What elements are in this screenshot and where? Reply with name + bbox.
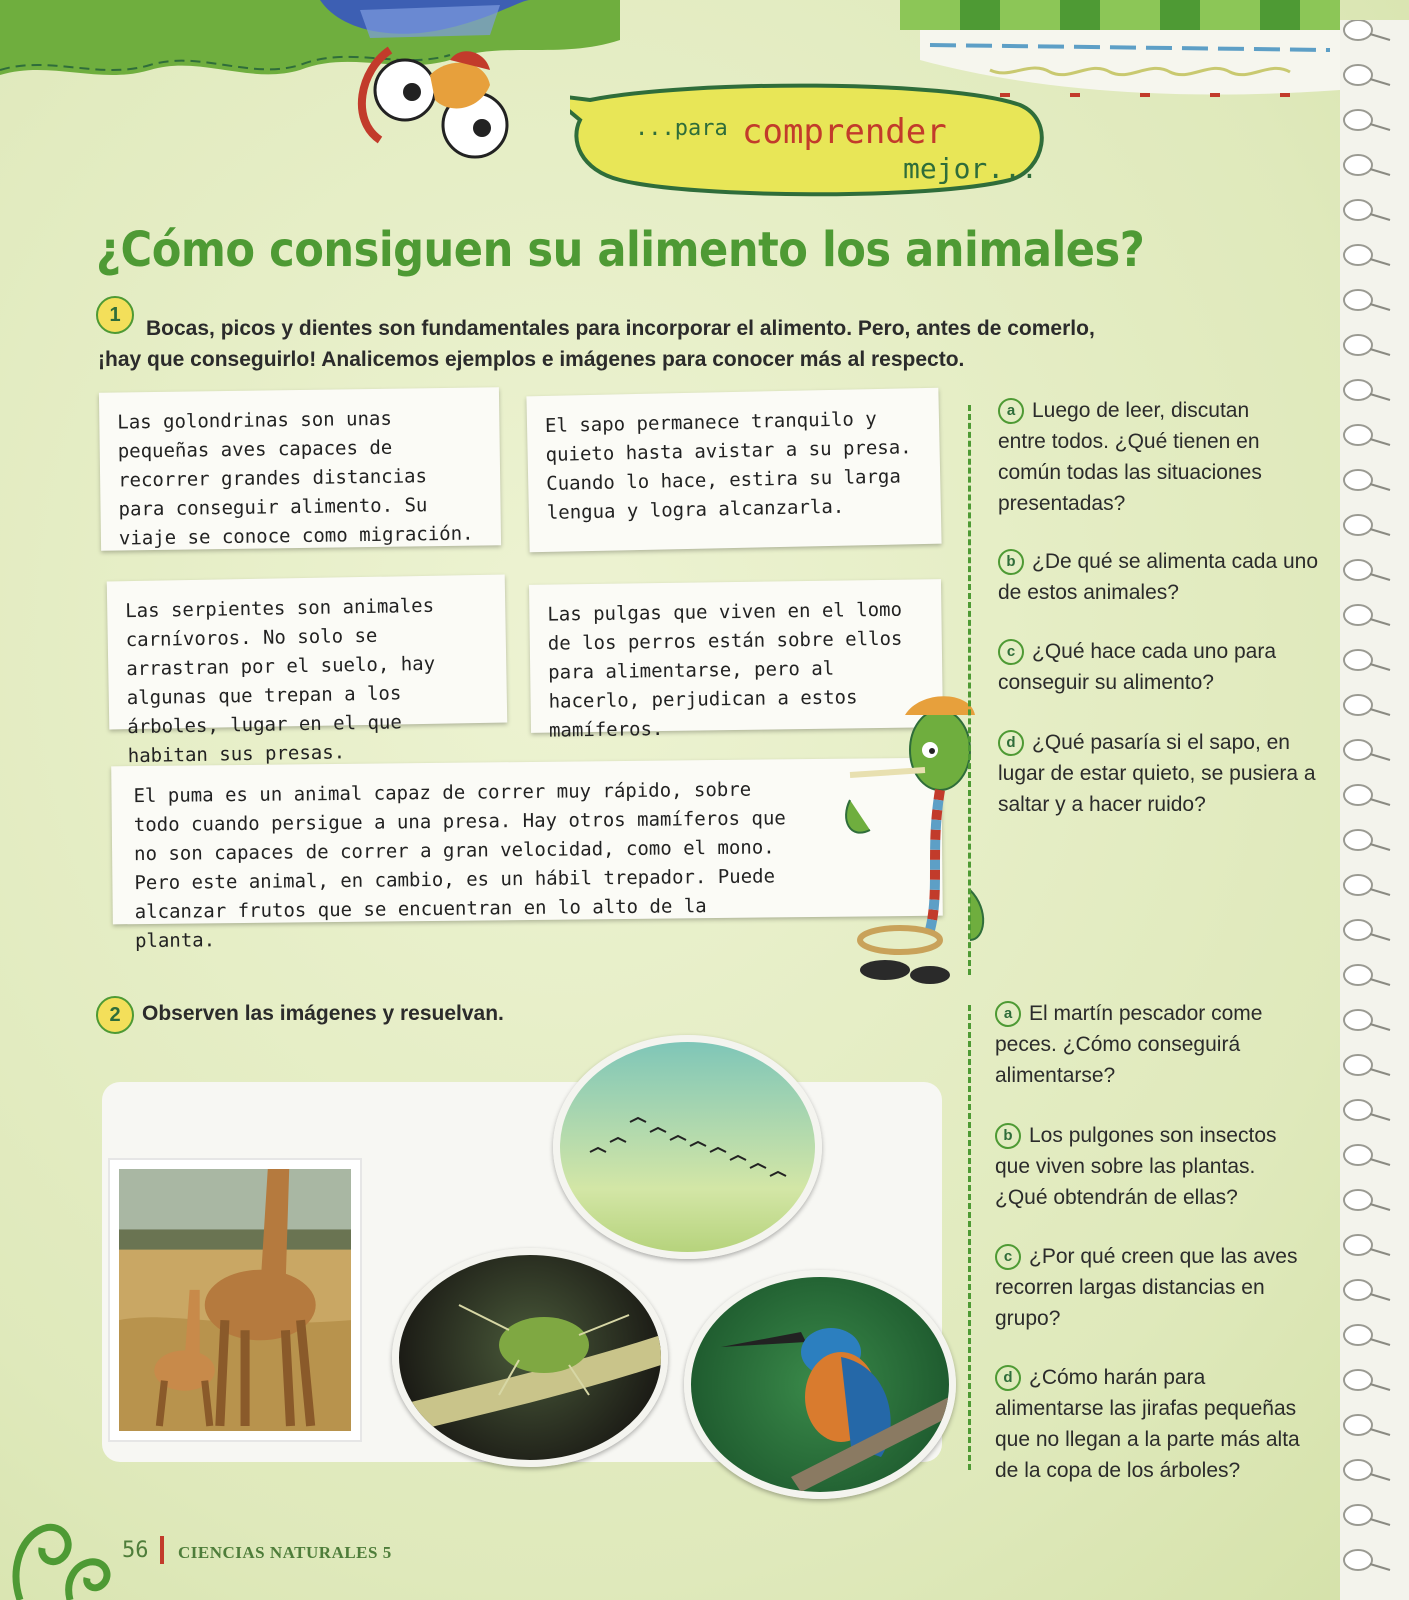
spiral-ring [1344,785,1372,805]
green-mascot-illustration [830,690,1000,990]
question-2b-text: Los pulgones son insectos que viven sobre las plantas. ¿Qué obtendrán de ellas? [995,1124,1277,1209]
notebook-spiral [1340,20,1409,1600]
question-1b [998,546,1318,608]
activity-2-number: 2 [96,996,134,1034]
question-1a [998,395,1298,519]
activity-1-number: 1 [96,296,134,334]
spiral-ring [1344,1505,1372,1525]
question-2c [995,1241,1315,1334]
activity-1-intro [98,313,1178,375]
spiral-ring [1344,290,1372,310]
spiral-ring [1344,515,1372,535]
spiral-ring [1344,1145,1372,1165]
card-serpientes: Las serpientes son animales carnívoros. No solo se arrastran por el suelo, hay algunas que trepan a los árboles, lugar en el que habitan sus presas. [107,575,508,730]
spiral-ring [1344,1550,1372,1570]
spiral-ring [1344,20,1372,40]
card-puma: El puma es un animal capaz de correr muy rápido, sobre todo cuando persigue a una presa. Hay otros mamíferos que no son capaces de correr a gran velocidad, como el mono. Pero este animal, en cambio, es un hábil trepador. Puede alcanzar frutos que se encuentran en lo alto de la planta. [111,758,943,925]
question-2d [995,1362,1315,1486]
spiral-ring [1344,1370,1372,1390]
question-2c-text: ¿Por qué creen que las aves recorren largas distancias en grupo? [995,1245,1298,1330]
spiral-ring [1344,335,1372,355]
question-1a-letter: a [998,398,1024,424]
question-2b [995,1120,1305,1213]
bubble-text-mejor: mejor... [903,152,1038,185]
page-title: ¿Cómo consiguen su alimento los animales? [96,222,1145,278]
spiral-ring [1344,875,1372,895]
giraffe-photo [110,1160,360,1440]
spiral-ring [1344,470,1372,490]
spiral-ring [1344,1460,1372,1480]
card-sapo: El sapo permanece tranquilo y quieto hasta avistar a su presa. Cuando lo hace, estira su larga lengua y logra alcanzarla. [526,388,941,553]
spiral-ring [1344,110,1372,130]
card-pulgas: Las pulgas que viven en el lomo de los perros están sobre ellos para alimentarse, pero al hacerlo, perjudican a estos mamíferos. [529,579,943,733]
spiral-ring [1344,155,1372,175]
spiral-ring [1344,650,1372,670]
question-2c-letter: c [995,1244,1021,1270]
spiral-ring [1344,1190,1372,1210]
spiral-ring [1344,920,1372,940]
spiral-ring [1344,425,1372,445]
bubble-text-comprender: comprender [742,112,947,152]
page-number: 56 [122,1538,149,1563]
question-1d-letter: d [998,730,1024,756]
swirl-decoration-icon [0,1490,120,1600]
question-2d-letter: d [995,1365,1021,1391]
spiral-ring [1344,245,1372,265]
question-1c [998,636,1298,698]
spiral-ring [1344,740,1372,760]
spiral-ring [1344,605,1372,625]
spiral-ring [1344,1325,1372,1345]
questions-divider-1 [968,405,971,975]
question-2d-text: ¿Cómo harán para alimentarse las jirafas pequeñas que no llegan a la parte más alta de la copa de los árboles? [995,1366,1300,1482]
question-1a-text: Luego de leer, discutan entre todos. ¿Qué tienen en común todas las situaciones presentadas? [998,399,1262,515]
spiral-ring [1344,695,1372,715]
question-2a-text: El martín pescador come peces. ¿Cómo conseguirá alimentarse? [995,1002,1263,1087]
question-1d-text: ¿Qué pasaría si el sapo, en lugar de estar quieto, se pusiera a saltar y a hacer ruido? [998,731,1316,816]
spiral-ring [1344,1100,1372,1120]
question-2a [995,998,1305,1091]
spiral-ring [1344,1280,1372,1300]
bird-mascot-illustration [300,0,560,170]
spiral-ring [1344,65,1372,85]
intro-line-2: ¡hay que conseguirlo! Analicemos ejemplos e imágenes para conocer más al respecto. [98,348,965,371]
questions-divider-2 [968,1005,971,1470]
spiral-ring [1344,560,1372,580]
spiral-ring [1344,380,1372,400]
kingfisher-photo [684,1270,956,1499]
activity-2-intro: Observen las imágenes y resuelvan. [142,1002,504,1025]
question-2a-letter: a [995,1001,1021,1027]
question-1b-text: ¿De qué se alimenta cada uno de estos animales? [998,550,1319,604]
spiral-ring [1344,965,1372,985]
spiral-ring [1344,200,1372,220]
spiral-ring [1344,1235,1372,1255]
footer-subject: CIENCIAS NATURALES 5 [178,1543,392,1562]
spiral-ring [1344,1415,1372,1435]
question-1c-letter: c [998,639,1024,665]
spiral-ring [1344,1055,1372,1075]
intro-line-1: Bocas, picos y dientes son fundamentales para incorporar el alimento. Pero, antes de comerlo, [146,317,1095,340]
card-golondrinas: Las golondrinas son unas pequeñas aves capaces de recorrer grandes distancias para conseguir alimento. Su viaje se conoce como migración. [99,387,501,551]
question-1b-letter: b [998,549,1024,575]
spiral-ring [1344,1010,1372,1030]
aphid-insect-photo [392,1248,668,1467]
spiral-ring [1344,830,1372,850]
bubble-text-para: ...para [635,116,728,141]
question-1d [998,727,1318,820]
question-2b-letter: b [995,1123,1021,1149]
birds-flying-photo [553,1035,822,1259]
question-1c-text: ¿Qué hace cada uno para conseguir su alimento? [998,640,1277,694]
footer-divider [160,1536,164,1564]
